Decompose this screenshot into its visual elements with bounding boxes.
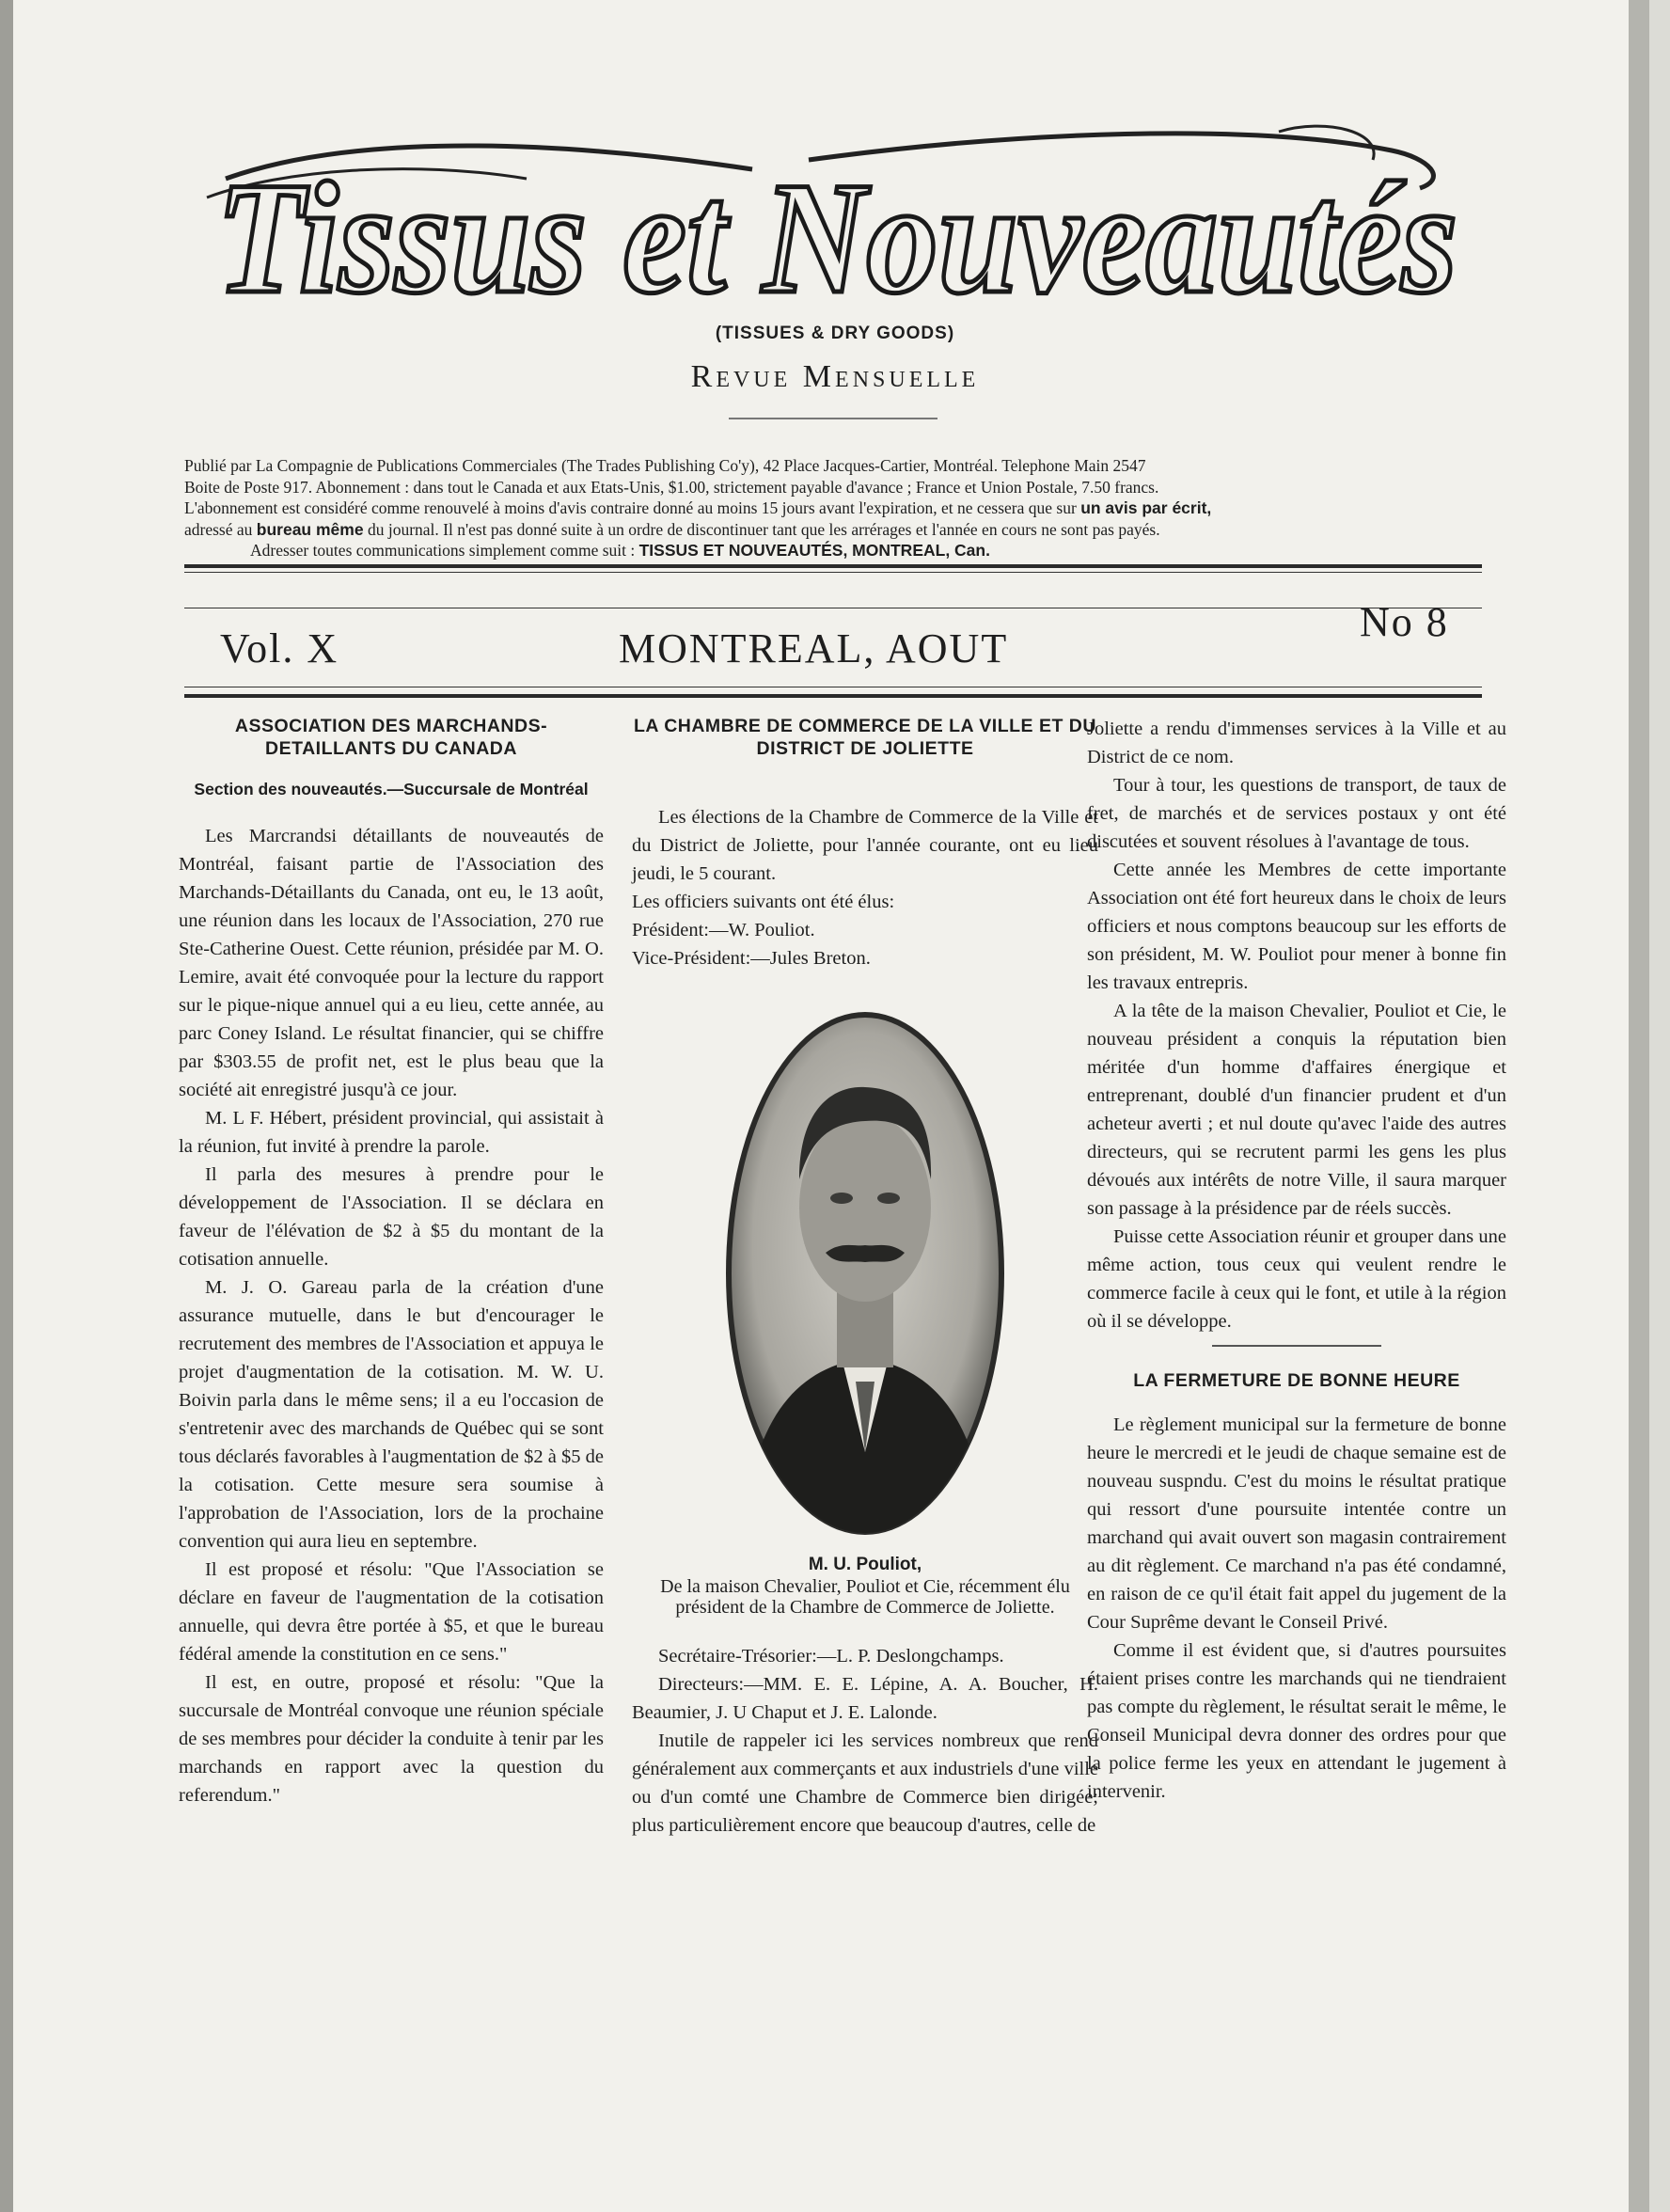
paragraph: Inutile de rappeler ici les services nombreux que rend généralement aux commerçants et aux industriels d'une ville ou d'un comté une Chambre de Commerce bien dirigée; plus particulièrement encore que beaucoup d'autres, celle de bbox=[632, 1730, 1098, 1836]
article-association bbox=[179, 715, 604, 1809]
paragraph: Les élections de la Chambre de Commerce de la Ville et du District de Joliette, pour l'année courante, ont eu lieu jeudi, le 5 courant. bbox=[632, 807, 1098, 884]
officer-vice-president: Vice-Président:—Jules Breton. bbox=[632, 948, 871, 969]
divider bbox=[184, 572, 1482, 573]
officer-directors: Directeurs:—MM. E. E. Lépine, A. A. Boucher, H. Beaumier, J. U Chaput et J. E. Lalonde. bbox=[632, 1674, 1098, 1723]
article-subtitle: Section des nouveautés.—Succursale de Montréal bbox=[194, 780, 589, 798]
portrait-caption-name: M. U. Pouliot, bbox=[808, 1555, 922, 1574]
publisher-line: Boite de Poste 917. Abonnement : dans tout le Canada et aux Etats-Unis, $1.00, strictement payable d'avance ; France et Union Postale, 7.50 francs. bbox=[184, 477, 1159, 497]
publisher-info bbox=[184, 455, 1488, 561]
portrait-caption: De la maison Chevalier, Pouliot et Cie, récemment élu président de la Chambre de Commerce de Joliette. bbox=[660, 1576, 1070, 1618]
masthead-subtitle: (TISSUES & DRY GOODS) bbox=[715, 324, 955, 343]
officer-president: Président:—W. Pouliot. bbox=[632, 920, 815, 940]
paragraph: Joliette a rendu d'immenses services à la Ville et au District de ce nom. bbox=[1087, 719, 1506, 767]
article-title: ASSOCIATION DES MARCHANDS-DETAILLANTS DU CANADA bbox=[234, 716, 548, 759]
publisher-line: adressé au bureau même du journal. Il n'est pas donné suite à un ordre de discontinuer tant que les arrérages et l'année en cours ne sont pas payés. bbox=[184, 519, 1160, 539]
publisher-line: Publié par La Compagnie de Publications Commerciales (The Trades Publishing Co'y), 42 Place Jacques-Cartier, Montréal. Telephone Main 2547 bbox=[184, 456, 1146, 475]
divider bbox=[729, 418, 937, 419]
article-title: LA CHAMBRE DE COMMERCE DE LA VILLE ET DU DISTRICT DE JOLIETTE bbox=[634, 716, 1096, 759]
issue-number: No 8 bbox=[1360, 599, 1449, 645]
paragraph: Les Marcrandsi détaillants de nouveautés de Montréal, faisant partie de l'Association des Marchands-Détaillants du Canada, ont eu, le 13 août, une réunion dans les locaux de l'Association, 270 rue Ste-Catherine Ouest. Cette réunion, présidée par M. O. Lemire, avait été convoquée pour la lecture du rapport sur le pique-nique annuel qui a eu lieu, cette année, au parc Coney Island. Le résultat financier, qui se chiffre par $303.55 de profit net, est le plus beau que la société ait enregistré jusqu'à ce jour. bbox=[179, 826, 604, 1100]
divider bbox=[1212, 1345, 1381, 1347]
paragraph: Il est proposé et résolu: "Que l'Association se déclare en faveur de l'augmentation de la cotisation annuelle, qui devra être portée à $5, et que le bureau fédéral amende la constitution en ce sens." bbox=[179, 1559, 604, 1665]
paragraph: Cette année les Membres de cette importante Association ont été fort heureux dans le choix de leurs officiers et nous comptons beaucoup sur les efforts de son président, M. W. Pouliot pour mener à bonne fin les travaux entrepris. bbox=[1087, 860, 1506, 993]
article-continuation bbox=[1087, 715, 1506, 1806]
volume-label: Vol. X bbox=[220, 625, 339, 672]
divider bbox=[184, 564, 1482, 568]
officer-secretary: Secrétaire-Trésorier:—L. P. Deslongchamps. bbox=[658, 1646, 1004, 1667]
paragraph: M. J. O. Gareau parla de la création d'une assurance mutuelle, dans le but d'encourager le recrutement des membres de l'Association et appuya le projet d'augmentation de la cotisation. M. W. U. Boivin parla dans le même sens; il a eu l'occasion de s'entretenir avec des marchands de Québec qui se sont tous déclarés favorables à l'augmentation de $2 à $5 de la cotisation. Cette mesure sera soumise à l'approbation de l'Association, lors de la prochaine convention qui aura lieu en septembre. bbox=[179, 1277, 604, 1552]
portrait-photo bbox=[724, 1010, 1006, 1537]
paragraph: Le règlement municipal sur la fermeture de bonne heure le mercredi et le jeudi de chaque semaine est de nouveau suspndu. C'est du moins le résultat pratique qui ressort d'une poursuite intentée contre un marchand qui avait ouvert son magasin contrairement au dit règlement. Ce marchand n'a pas été condamné, en raison de ce qu'il était fait appel du jugement de la Cour Suprême devant le Conseil Privé. bbox=[1087, 1414, 1506, 1633]
paragraph: Comme il est évident que, si d'autres poursuites étaient prises contre les marchands qui ne tiendraient pas compte du règlement, le résultat serait le même, le Conseil Municipal devra donner des ordres pour que la police ferme les yeux en attendant le jugement à intervenir. bbox=[1087, 1640, 1506, 1802]
divider bbox=[184, 694, 1482, 698]
paragraph: A la tête de la maison Chevalier, Pouliot et Cie, le nouveau président a conquis la réputation bien méritée d'un homme d'affaires énergique et entreprenant, doublé d'un financier prudent et d'un acheteur averti ; et nul doute qu'avec l'aide des autres directeurs, qui se recrutent parmi les gens les plus dévoués aux intérêts de notre Ville, il saura marquer son passage à la présidence par de réels succès. bbox=[1087, 1001, 1506, 1219]
masthead-revue: Revue Mensuelle bbox=[690, 359, 980, 394]
paragraph: Puisse cette Association réunir et grouper dans une même action, tous ceux qui veulent rendre le commerce facile à ceux qui le font, et utile à la région où il se développe. bbox=[1087, 1226, 1506, 1332]
paragraph: M. L F. Hébert, président provincial, qui assistait à la réunion, fut invité à prendre la parole. bbox=[179, 1108, 604, 1157]
paragraph: Il est, en outre, proposé et résolu: "Que la succursale de Montréal convoque une réunion spéciale de ses membres pour décider la conduite à tenir par les marchands en rapport avec la question du referendum." bbox=[179, 1672, 604, 1806]
article-title: LA FERMETURE DE BONNE HEURE bbox=[1133, 1370, 1460, 1391]
paragraph: Il parla des mesures à prendre pour le développement de l'Association. Il se déclara en faveur de l'élévation de $2 à $5 du montant de la cotisation annuelle. bbox=[179, 1164, 604, 1270]
masthead-logo bbox=[169, 113, 1505, 339]
paragraph: Les officiers suivants ont été élus: bbox=[632, 892, 895, 912]
article-chambre-commerce bbox=[632, 715, 1098, 1840]
publisher-line: Adresser toutes communications simplement comme suit : TISSUS ET NOUVEAUTÉS, MONTREAL, Can. bbox=[250, 541, 990, 560]
svg-text:Tissus et Nouveautés: Tissus et Nouveautés bbox=[216, 150, 1457, 326]
publisher-line: L'abonnement est considéré comme renouvelé à moins d'avis contraire donné au moins 15 jours avant l'expiration, et ne cessera que sur un avis par écrit, bbox=[184, 498, 1212, 517]
paragraph: Tour à tour, les questions de transport, de taux de fret, de marchés et de services postaux y ont été discutées et souvent résolues à l'avantage de tous. bbox=[1087, 775, 1506, 852]
issue-city-date: MONTREAL, AOUT bbox=[619, 625, 1009, 672]
